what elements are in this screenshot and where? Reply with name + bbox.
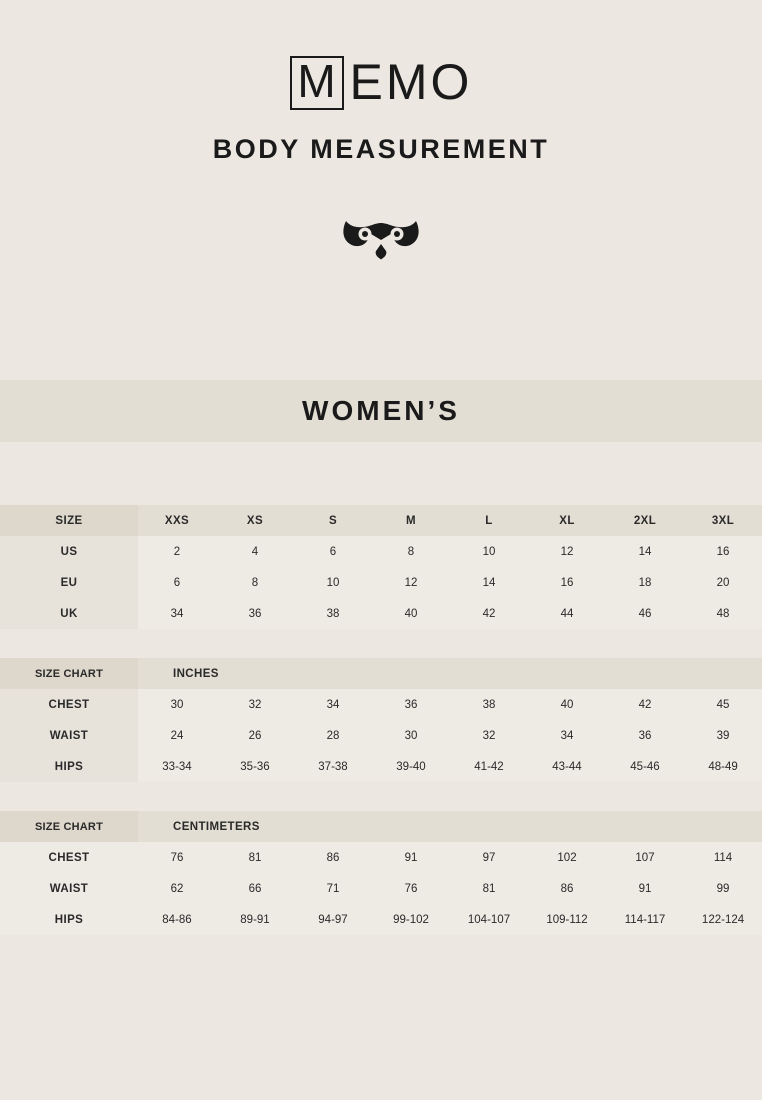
cell: 76 bbox=[372, 873, 450, 904]
centimeters-measurement-table bbox=[0, 811, 762, 935]
section-title: WOMEN’S bbox=[302, 395, 460, 426]
cell: 24 bbox=[138, 720, 216, 751]
cell: 20 bbox=[684, 567, 762, 598]
table-row bbox=[0, 689, 762, 720]
row-label: WAIST bbox=[0, 873, 138, 904]
cell: 48 bbox=[684, 598, 762, 629]
row-label: HIPS bbox=[0, 751, 138, 782]
cell: 39-40 bbox=[372, 751, 450, 782]
cell: 32 bbox=[450, 720, 528, 751]
cell: 6 bbox=[138, 567, 216, 598]
cell: 38 bbox=[294, 598, 372, 629]
cell: 89-91 bbox=[216, 904, 294, 935]
cell: 91 bbox=[372, 842, 450, 873]
row-label: UK bbox=[0, 598, 138, 629]
size-col-header: XXS bbox=[138, 505, 216, 536]
cell: 16 bbox=[684, 536, 762, 567]
size-col-header: 3XL bbox=[684, 505, 762, 536]
cell: 6 bbox=[294, 536, 372, 567]
table-row bbox=[0, 842, 762, 873]
page-header bbox=[0, 0, 762, 165]
section-band-womens bbox=[0, 380, 762, 442]
cell: 34 bbox=[138, 598, 216, 629]
size-col-header: XL bbox=[528, 505, 606, 536]
cell: 34 bbox=[528, 720, 606, 751]
table-gap bbox=[0, 629, 762, 658]
table-gap bbox=[0, 782, 762, 811]
cell: 76 bbox=[138, 842, 216, 873]
cell: 4 bbox=[216, 536, 294, 567]
cell: 91 bbox=[606, 873, 684, 904]
table-row bbox=[0, 873, 762, 904]
cell: 109-112 bbox=[528, 904, 606, 935]
cell: 102 bbox=[528, 842, 606, 873]
page-title: BODY MEASUREMENT bbox=[212, 134, 550, 164]
size-col-header: S bbox=[294, 505, 372, 536]
cell: 8 bbox=[372, 536, 450, 567]
cell: 107 bbox=[606, 842, 684, 873]
cell: 12 bbox=[528, 536, 606, 567]
cell: 39 bbox=[684, 720, 762, 751]
cell: 48-49 bbox=[684, 751, 762, 782]
tables-container bbox=[0, 505, 762, 935]
cell: 45 bbox=[684, 689, 762, 720]
cell: 94-97 bbox=[294, 904, 372, 935]
cell: 36 bbox=[216, 598, 294, 629]
cell: 32 bbox=[216, 689, 294, 720]
inches-measurement-table bbox=[0, 658, 762, 782]
cell: 36 bbox=[606, 720, 684, 751]
size-col-header: 2XL bbox=[606, 505, 684, 536]
cell: 2 bbox=[138, 536, 216, 567]
cell: 8 bbox=[216, 567, 294, 598]
cell: 18 bbox=[606, 567, 684, 598]
size-conversion-table bbox=[0, 505, 762, 629]
cell: 114-117 bbox=[606, 904, 684, 935]
cell: 30 bbox=[372, 720, 450, 751]
logo-container bbox=[0, 217, 762, 267]
cell: 97 bbox=[450, 842, 528, 873]
size-chart-label: SIZE CHART bbox=[0, 811, 138, 842]
cell: 122-124 bbox=[684, 904, 762, 935]
cell: 37-38 bbox=[294, 751, 372, 782]
cell: 33-34 bbox=[138, 751, 216, 782]
cell: 99 bbox=[684, 873, 762, 904]
cell: 34 bbox=[294, 689, 372, 720]
row-label: HIPS bbox=[0, 904, 138, 935]
cell: 84-86 bbox=[138, 904, 216, 935]
cell: 16 bbox=[528, 567, 606, 598]
table-row bbox=[0, 505, 762, 536]
unit-label-centimeters: CENTIMETERS bbox=[138, 811, 762, 842]
size-col-header: L bbox=[450, 505, 528, 536]
cell: 14 bbox=[606, 536, 684, 567]
cell: 35-36 bbox=[216, 751, 294, 782]
cell: 30 bbox=[138, 689, 216, 720]
cell: 86 bbox=[528, 873, 606, 904]
cell: 86 bbox=[294, 842, 372, 873]
table-row bbox=[0, 904, 762, 935]
size-chart-label: SIZE CHART bbox=[0, 658, 138, 689]
cell: 40 bbox=[528, 689, 606, 720]
cell: 66 bbox=[216, 873, 294, 904]
cell: 10 bbox=[450, 536, 528, 567]
row-label: US bbox=[0, 536, 138, 567]
table-row bbox=[0, 567, 762, 598]
row-label: EU bbox=[0, 567, 138, 598]
table-row bbox=[0, 658, 762, 689]
brand-logotype bbox=[0, 52, 762, 114]
brand-name-rest: EMO bbox=[349, 54, 473, 110]
cell: 42 bbox=[606, 689, 684, 720]
cell: 81 bbox=[450, 873, 528, 904]
brand-initial: M bbox=[290, 56, 344, 110]
cell: 28 bbox=[294, 720, 372, 751]
size-col-header: XS bbox=[216, 505, 294, 536]
size-header-label: SIZE bbox=[0, 505, 138, 536]
cell: 42 bbox=[450, 598, 528, 629]
cell: 71 bbox=[294, 873, 372, 904]
cell: 81 bbox=[216, 842, 294, 873]
cell: 36 bbox=[372, 689, 450, 720]
cell: 114 bbox=[684, 842, 762, 873]
table-row bbox=[0, 536, 762, 567]
owl-icon bbox=[340, 217, 422, 267]
cell: 40 bbox=[372, 598, 450, 629]
cell: 44 bbox=[528, 598, 606, 629]
size-col-header: M bbox=[372, 505, 450, 536]
cell: 45-46 bbox=[606, 751, 684, 782]
cell: 26 bbox=[216, 720, 294, 751]
unit-label-inches: INCHES bbox=[138, 658, 762, 689]
cell: 99-102 bbox=[372, 904, 450, 935]
cell: 10 bbox=[294, 567, 372, 598]
cell: 43-44 bbox=[528, 751, 606, 782]
table-row bbox=[0, 720, 762, 751]
cell: 46 bbox=[606, 598, 684, 629]
row-label: WAIST bbox=[0, 720, 138, 751]
table-row bbox=[0, 811, 762, 842]
table-row bbox=[0, 598, 762, 629]
cell: 14 bbox=[450, 567, 528, 598]
row-label: CHEST bbox=[0, 842, 138, 873]
cell: 41-42 bbox=[450, 751, 528, 782]
row-label: CHEST bbox=[0, 689, 138, 720]
cell: 104-107 bbox=[450, 904, 528, 935]
cell: 38 bbox=[450, 689, 528, 720]
cell: 62 bbox=[138, 873, 216, 904]
cell: 12 bbox=[372, 567, 450, 598]
table-row bbox=[0, 751, 762, 782]
